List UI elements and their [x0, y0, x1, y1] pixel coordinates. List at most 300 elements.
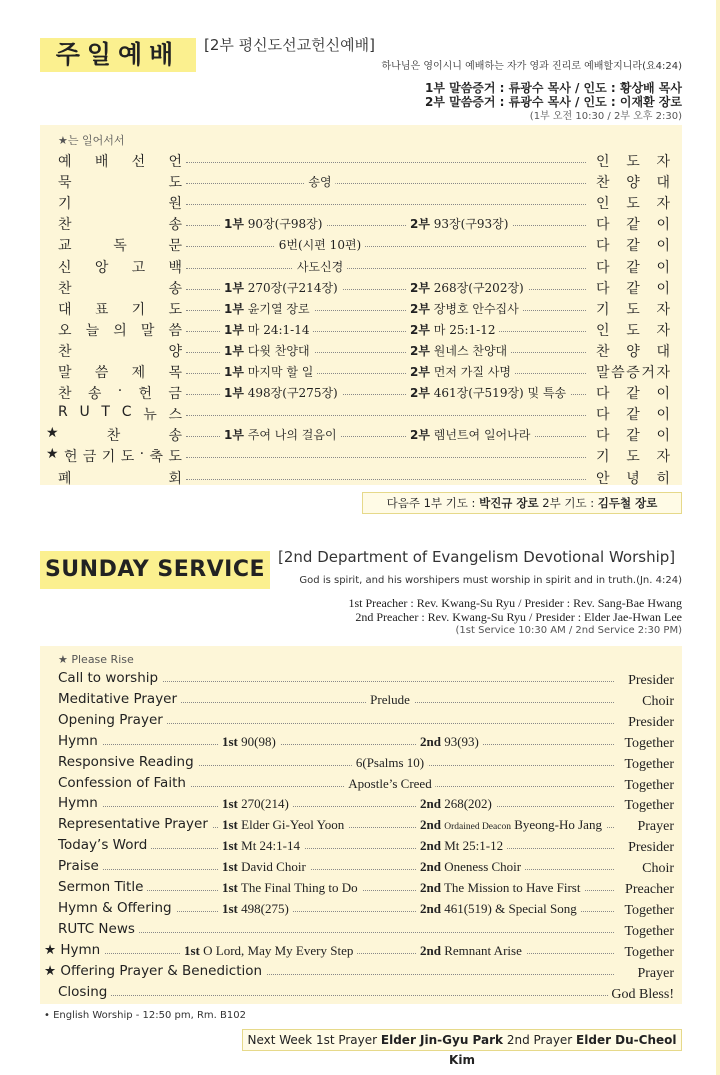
english-part-2-text: The Mission to Have First — [443, 880, 581, 895]
english-order-label: Responsive Reading — [58, 754, 198, 770]
korean-part-1-text: 270장(구214장) — [247, 280, 338, 295]
korean-role-char: 이 — [656, 280, 670, 297]
korean-order-role — [596, 468, 670, 488]
korean-role-char: 이 — [656, 386, 670, 403]
english-order-label: ★ Offering Prayer & Benediction — [44, 963, 266, 979]
korean-part-1-tag: 1부 — [224, 217, 244, 232]
korean-order-part-1 — [220, 426, 341, 443]
english-part-2-tag: 2nd — [420, 796, 441, 812]
korean-role-char: 자 — [656, 322, 670, 339]
korean-label-char: 양 — [168, 343, 182, 360]
korean-order-role — [596, 257, 670, 277]
korean-order-label — [58, 172, 182, 192]
korean-part-2-tag: 2부 — [410, 301, 430, 316]
korean-next-week-b: 박진규 장로 — [479, 496, 539, 510]
korean-part-2-tag: 2부 — [410, 365, 430, 379]
english-order-label: Hymn — [58, 733, 102, 749]
korean-part-2-text: 93장(구93장) — [433, 217, 509, 232]
korean-role-char: 다 — [596, 407, 610, 424]
korean-role-char: 인 — [596, 154, 610, 170]
korean-order-label — [58, 383, 182, 403]
korean-role-char: 인 — [596, 196, 610, 213]
korean-order-detail: 사도신경 — [293, 258, 347, 275]
english-order-row — [58, 670, 674, 690]
korean-label-char: 찬 — [106, 428, 121, 445]
english-part-2-tag: 2nd — [420, 900, 441, 916]
english-order-role: Together — [621, 945, 674, 961]
korean-order-part-1 — [220, 384, 342, 401]
korean-label-char: T — [101, 404, 110, 421]
korean-role-char: 대 — [656, 175, 670, 192]
english-order-label: Hymn & Offering — [58, 900, 176, 916]
korean-role-char: 히 — [656, 470, 670, 487]
korean-label-char: 말 — [58, 365, 72, 381]
korean-order-role — [596, 172, 670, 192]
korean-part-1-text: 마지막 할 일 — [247, 365, 314, 379]
english-part-1-text: The Final Thing to Do — [240, 880, 358, 895]
korean-label-char: 백 — [168, 259, 182, 276]
korean-role-char: 찬 — [596, 343, 610, 360]
english-part-1-text: Elder Gi-Yeol Yoon — [241, 817, 345, 833]
korean-order-label — [58, 404, 182, 424]
korean-label-char: 스 — [168, 407, 182, 424]
korean-order-row — [46, 446, 670, 466]
korean-label-char: · — [139, 446, 145, 463]
korean-role-char: 자 — [656, 154, 670, 170]
english-part-2-text: Remnant Arise — [444, 942, 522, 958]
english-dot-leader — [98, 806, 614, 807]
english-part-2-text: Byeong-Ho Jang — [514, 817, 602, 833]
korean-label-char: 독 — [113, 238, 127, 255]
english-worship-note: • English Worship - 12:50 pm, Rm. B102 — [44, 1010, 246, 1021]
english-order-detail: Prelude — [366, 692, 414, 708]
english-order-part-2 — [416, 859, 525, 875]
english-order-role: Together — [621, 736, 674, 752]
korean-order-role — [596, 341, 670, 361]
english-part-1-tag: 1st — [222, 859, 238, 875]
korean-order-part-1 — [220, 363, 317, 380]
korean-order-row — [58, 383, 670, 403]
korean-label-char: 찬 — [58, 280, 72, 297]
korean-next-week-c: 2부 기도 : — [538, 496, 598, 510]
korean-label-char: U — [79, 404, 90, 421]
english-order-part-2 — [416, 880, 584, 896]
korean-part-2-tag: 2부 — [410, 343, 430, 358]
english-order-label: Opening Prayer — [58, 712, 167, 728]
korean-role-char: 인 — [596, 322, 610, 339]
korean-dot-leader — [186, 479, 586, 480]
korean-title: 주일예배 — [40, 38, 196, 72]
english-order-role: Prayer — [634, 966, 674, 982]
korean-label-char: 씀 — [94, 365, 109, 381]
korean-label-char: C — [121, 404, 132, 421]
korean-service-time: (1부 오전 10:30 / 2부 오후 2:30) — [529, 111, 682, 122]
english-part-2-text: 93(93) — [444, 733, 479, 749]
korean-order-part-1 — [220, 321, 313, 338]
korean-order-label — [58, 151, 182, 171]
english-order-part-1 — [218, 734, 280, 750]
korean-part-2-tag: 2부 — [410, 322, 430, 337]
english-subtitle: [2nd Department of Evangelism Devotional Worship] — [278, 548, 676, 566]
korean-order-label — [46, 446, 182, 466]
korean-label-char: 제 — [131, 365, 146, 381]
korean-part-2-text: 장병호 안수집사 — [433, 301, 519, 316]
korean-role-char: 다 — [596, 238, 610, 255]
english-order-detail: 6(Psalms 10) — [352, 755, 428, 771]
korean-part-1-tag: 1부 — [224, 365, 244, 379]
english-order-label: Call to worship — [58, 670, 162, 686]
korean-role-char: 씀 — [611, 365, 625, 381]
korean-order-row — [58, 320, 670, 340]
english-preacher-1: 1st Preacher : Rev. Kwang-Su Ryu / Presider : Rev. Sang-Bae Hwang — [348, 596, 682, 610]
english-service-time: (1st Service 10:30 AM / 2nd Service 2:30 PM) — [455, 625, 682, 636]
korean-role-char: 같 — [626, 280, 640, 297]
english-order-row — [58, 900, 674, 920]
korean-role-char: 도 — [626, 301, 640, 318]
korean-order-part-1 — [220, 300, 314, 317]
korean-order-label — [58, 235, 182, 255]
korean-role-char: 다 — [596, 386, 610, 403]
english-order-part-1 — [218, 859, 310, 875]
korean-label-char: 앙 — [94, 259, 109, 276]
korean-label-char: 문 — [168, 238, 182, 255]
korean-order-label — [58, 362, 182, 382]
korean-part-2-text: 원네스 찬양대 — [433, 343, 508, 358]
korean-part-1-tag: 1부 — [224, 386, 244, 401]
korean-order-part-1 — [220, 279, 342, 296]
english-order-role: Presider — [625, 715, 674, 731]
english-title: SUNDAY SERVICE — [40, 551, 270, 589]
korean-role-char: 증 — [626, 365, 640, 381]
english-preacher-2: 2nd Preacher : Rev. Kwang-Su Ryu / Presider : Elder Jae-Hwan Lee — [355, 610, 682, 624]
korean-role-char: 같 — [626, 428, 640, 445]
english-part-1-tag: 1st — [222, 733, 238, 749]
english-order-role: Choir — [639, 694, 674, 710]
english-order-part-1 — [180, 943, 357, 959]
korean-order-row — [58, 172, 670, 192]
english-order-part-1 — [218, 817, 348, 833]
korean-label-char: 대 — [58, 301, 72, 318]
korean-role-char: 다 — [596, 428, 610, 445]
english-order-label: Confession of Faith — [58, 775, 190, 791]
korean-label-char: 금 — [168, 386, 182, 403]
korean-role-char: 대 — [656, 343, 670, 360]
korean-role-char: 양 — [626, 175, 640, 192]
english-dot-leader — [98, 723, 614, 724]
korean-order-row — [58, 151, 670, 171]
english-part-1-tag: 1st — [222, 796, 238, 812]
korean-label-char: · — [117, 383, 123, 400]
english-order-detail: Apostle’s Creed — [344, 776, 435, 792]
english-order-part-1 — [218, 880, 362, 896]
korean-order-row — [58, 278, 670, 298]
english-part-2-text: Oneness Choir — [444, 859, 522, 875]
korean-role-char: 이 — [656, 428, 670, 445]
korean-label-char: 교 — [58, 238, 72, 255]
korean-label-char: ★ — [46, 425, 59, 442]
korean-label-char: 기 — [58, 196, 72, 213]
english-order-role: Together — [621, 924, 674, 940]
english-next-week-d: Elder Du-Cheol Kim — [449, 1033, 677, 1067]
korean-dot-leader — [186, 415, 586, 416]
korean-order-role — [596, 299, 670, 319]
korean-rise-note: ★는 일어서서 — [58, 134, 125, 147]
korean-dot-leader — [186, 183, 586, 184]
english-order-row — [58, 858, 674, 878]
korean-role-char: 찬 — [596, 175, 610, 192]
english-order-role: Prayer — [634, 819, 674, 835]
english-order-role: Together — [621, 798, 674, 814]
korean-part-1-tag: 1부 — [224, 343, 244, 358]
korean-role-char: 이 — [656, 217, 670, 234]
korean-label-char: 도 — [120, 449, 135, 466]
english-part-1-tag: 1st — [184, 942, 200, 958]
korean-order-part-2 — [406, 279, 528, 296]
english-order-role: Presider — [625, 840, 674, 856]
korean-label-char: R — [58, 404, 68, 421]
english-order-label: Sermon Title — [58, 879, 147, 895]
korean-order-label — [58, 193, 182, 213]
korean-role-char: 이 — [656, 259, 670, 276]
english-part-1-text: 90(98) — [241, 733, 276, 749]
english-order-role: Presider — [625, 673, 674, 689]
korean-dot-leader — [186, 457, 586, 458]
english-dot-leader — [98, 744, 614, 745]
korean-order-label — [58, 214, 182, 234]
english-part-1-text: 270(214) — [241, 796, 289, 812]
korean-role-char: 이 — [656, 238, 670, 255]
korean-label-char: 예 — [58, 154, 72, 170]
korean-label-char: 도 — [168, 175, 182, 192]
english-order-row — [58, 879, 674, 899]
english-part-1-text: Mt 24:1-14 — [241, 838, 301, 854]
english-order-label: Praise — [58, 858, 103, 874]
korean-next-week-d: 김두철 장로 — [597, 496, 658, 510]
english-dot-leader — [98, 932, 614, 933]
korean-label-char: 송 — [87, 386, 102, 403]
korean-order-role — [596, 214, 670, 234]
korean-preacher-1: 1부 말씀증거 : 류광수 목사 / 인도 : 황상배 목사 — [425, 81, 682, 95]
korean-order-role — [596, 446, 670, 466]
korean-next-week-a: 다음주 1부 기도 : — [386, 496, 480, 510]
english-order-label: Hymn — [58, 795, 102, 811]
english-next-week — [242, 1029, 682, 1067]
english-order-part-2 — [416, 734, 483, 750]
korean-part-2-tag: 2부 — [410, 386, 430, 401]
korean-part-1-text: 윤기열 장로 — [247, 301, 310, 316]
korean-order-part-2 — [406, 300, 523, 317]
korean-dot-leader — [186, 268, 586, 269]
korean-role-char: 같 — [626, 259, 640, 276]
korean-part-1-tag: 1부 — [224, 301, 244, 316]
korean-order-part-2 — [406, 215, 512, 232]
korean-label-char: 축 — [149, 449, 164, 466]
korean-role-char: 도 — [626, 449, 640, 466]
korean-order-role — [596, 320, 670, 340]
english-part-2-tag: 2nd — [420, 817, 441, 833]
korean-part-2-text: 461장(구519장) 및 특송 — [433, 386, 567, 401]
korean-role-char: 거 — [641, 365, 655, 381]
english-order-label: Today’s Word — [58, 837, 151, 853]
english-order-label: Representative Prayer — [58, 816, 212, 832]
english-order-role: Together — [621, 903, 674, 919]
korean-label-char: 찬 — [58, 343, 72, 360]
korean-order-row — [58, 362, 670, 382]
korean-order-part-2 — [406, 342, 511, 359]
korean-label-char: 기 — [101, 449, 116, 466]
korean-order-detail: 6번(시편 10편) — [275, 236, 365, 253]
english-rise-note: ★ Please Rise — [58, 653, 134, 666]
english-order-row — [58, 984, 674, 1004]
korean-part-2-text: 268장(구202장) — [433, 280, 524, 295]
english-order-role: Choir — [639, 861, 674, 877]
korean-role-char: 같 — [626, 217, 640, 234]
korean-label-char: 선 — [131, 154, 146, 170]
english-order-label: ★ Hymn — [44, 942, 104, 958]
english-order-row — [58, 712, 674, 732]
korean-role-char: 기 — [596, 301, 610, 318]
korean-label-char: ★ — [46, 446, 59, 463]
korean-order-label — [58, 257, 182, 277]
korean-order-label — [58, 341, 182, 361]
korean-role-char: 이 — [656, 407, 670, 424]
korean-role-char: 같 — [626, 386, 640, 403]
english-order-part-1 — [218, 901, 293, 917]
korean-part-1-text: 498장(구275장) — [247, 386, 338, 401]
english-part-1-text: O Lord, May My Every Step — [203, 942, 354, 958]
english-order-row — [58, 921, 674, 941]
english-order-row — [58, 795, 674, 815]
korean-dot-leader — [186, 162, 586, 163]
korean-role-char: 다 — [596, 259, 610, 276]
page-edge-strip — [716, 0, 720, 1075]
english-part-2-text: 461(519) & Special Song — [444, 900, 577, 916]
korean-part-2-text: 먼저 가질 사명 — [433, 365, 511, 379]
korean-role-char: 도 — [626, 322, 640, 339]
english-dot-leader — [98, 848, 614, 849]
english-order-role: Together — [621, 778, 674, 794]
korean-part-1-text: 90장(구98장) — [247, 217, 323, 232]
english-order-role: Together — [621, 757, 674, 773]
korean-label-char: 뉴 — [143, 407, 157, 424]
english-part-2-text: 268(202) — [444, 796, 492, 812]
english-part-1-tag: 1st — [222, 900, 238, 916]
korean-part-1-text: 주여 나의 걸음이 — [247, 428, 337, 443]
korean-part-2-text: 렘넌트여 일어나라 — [433, 428, 531, 443]
korean-role-char: 같 — [626, 407, 640, 424]
english-dot-leader — [98, 681, 614, 682]
korean-order-part-2 — [406, 321, 499, 338]
english-part-1-text: 498(275) — [241, 900, 289, 916]
english-part-2-tag: 2nd — [420, 859, 441, 875]
korean-label-char: 찬 — [58, 217, 72, 234]
korean-order-row — [58, 341, 670, 361]
korean-order-role — [596, 383, 670, 403]
english-order-part-2 — [416, 943, 526, 959]
english-part-2-title: Ordained Deacon — [444, 822, 511, 833]
english-order-row — [44, 962, 674, 983]
korean-next-week — [362, 492, 682, 514]
english-order-row — [58, 691, 674, 711]
english-next-week-c: 2nd Prayer — [503, 1033, 577, 1047]
korean-order-row — [58, 235, 670, 255]
english-order-row — [58, 837, 674, 857]
korean-label-char: 송 — [168, 280, 182, 297]
korean-part-2-tag: 2부 — [410, 280, 430, 295]
korean-order-role — [596, 362, 670, 382]
korean-label-char: 도 — [168, 301, 182, 318]
korean-preacher-2: 2부 말씀증거 : 류광수 목사 / 인도 : 이재환 장로 — [425, 95, 682, 109]
english-part-2-text: Mt 25:1-12 — [444, 838, 504, 854]
korean-order-role — [596, 235, 670, 255]
korean-label-char: 기 — [131, 301, 146, 318]
english-order-part-2 — [416, 838, 507, 854]
korean-role-char: 말 — [596, 365, 610, 381]
korean-label-char: 표 — [94, 301, 109, 318]
korean-part-1-text: 마 24:1-14 — [247, 322, 310, 337]
korean-label-char: 말 — [140, 322, 155, 339]
korean-order-label — [46, 425, 182, 445]
english-verse: God is spirit, and his worshipers must worship in spirit and in truth.(Jn. 4:24) — [299, 575, 682, 586]
english-next-week-a: Next Week 1st Prayer — [247, 1033, 381, 1047]
korean-part-1-tag: 1부 — [224, 280, 244, 295]
english-order-part-2 — [416, 901, 581, 917]
korean-label-char: 송 — [168, 217, 182, 234]
english-order-row — [58, 775, 674, 795]
english-order-row — [44, 941, 674, 962]
korean-role-char: 안 — [596, 470, 610, 487]
korean-label-char: 폐 — [58, 470, 72, 487]
korean-label-char: 의 — [113, 322, 127, 339]
korean-order-row — [58, 468, 670, 488]
korean-part-2-tag: 2부 — [410, 217, 430, 232]
korean-label-char: 언 — [168, 154, 182, 170]
korean-role-char: 도 — [626, 196, 640, 213]
korean-role-char: 양 — [626, 343, 640, 360]
english-order-row — [58, 754, 674, 774]
korean-dot-leader — [186, 204, 586, 205]
korean-order-part-1 — [220, 342, 314, 359]
english-part-1-tag: 1st — [222, 838, 238, 854]
english-part-2-tag: 2nd — [420, 733, 441, 749]
korean-part-1-tag: 1부 — [224, 322, 244, 337]
korean-part-2-tag: 2부 — [410, 428, 430, 443]
english-part-2-tag: 2nd — [420, 838, 441, 854]
korean-part-1-text: 다윗 찬양대 — [247, 343, 310, 358]
korean-order-part-2 — [406, 363, 515, 380]
korean-order-part-1 — [220, 215, 326, 232]
english-order-part-2 — [416, 817, 606, 833]
korean-order-row — [58, 193, 670, 213]
korean-order-row — [46, 425, 670, 445]
korean-dot-leader — [186, 246, 586, 247]
english-order-part-2 — [416, 796, 496, 812]
korean-order-label — [58, 320, 182, 340]
korean-role-char: 자 — [656, 449, 670, 466]
english-order-label: Closing — [58, 984, 111, 1000]
english-order-part-1 — [218, 796, 293, 812]
english-dot-leader — [98, 995, 614, 996]
korean-label-char: 금 — [82, 449, 97, 466]
korean-order-row — [58, 299, 670, 319]
english-part-1-tag: 1st — [222, 817, 238, 833]
korean-label-char: 늘 — [85, 322, 100, 339]
korean-order-label — [58, 468, 182, 488]
korean-order-label — [58, 278, 182, 298]
korean-order-label — [58, 299, 182, 319]
korean-order-row — [58, 404, 670, 424]
korean-subtitle: [2부 평신도선교헌신예배] — [204, 36, 375, 54]
